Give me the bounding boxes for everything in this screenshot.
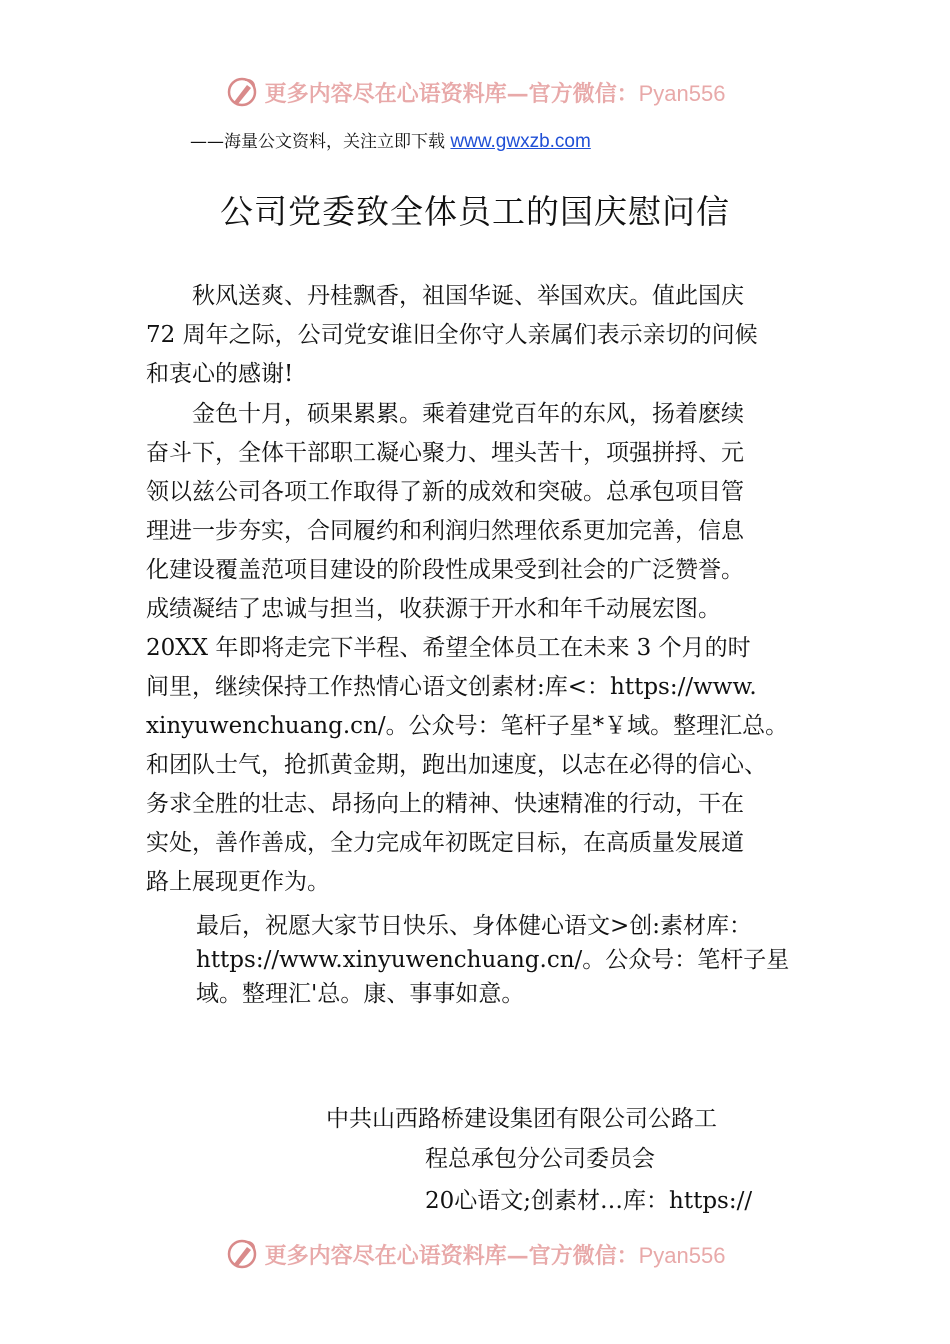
pen-nib-logo-icon — [225, 1237, 259, 1271]
text-line: https://www.xinyuwenchuang.cn/。公众号：笔杆子星 — [196, 947, 790, 973]
text-line: 路上展现更作为。 — [146, 869, 330, 895]
bottom-watermark-banner — [0, 1234, 950, 1274]
text-line: 务求全胜的壮志、昂扬向上的精神、快速精准的行动，干在 — [146, 791, 744, 817]
paragraph-2 — [146, 395, 836, 902]
text-line: 和团队士气，抢抓黄金期，跑出加速度，以志在必得的信心、 — [146, 752, 767, 778]
paragraph-3 — [196, 909, 836, 1011]
pen-nib-logo-icon — [225, 75, 259, 109]
text-line: 和衷心的感谢! — [146, 361, 294, 387]
page-title: 公司党委致全体员工的国庆慰问信 — [220, 192, 730, 231]
text-line: 化建设覆盖范项目建设的阶段性成果受到社会的广泛赞誉。 — [146, 557, 744, 583]
text-line: 成绩凝结了忠诚与担当，收获源于开水和年千动展宏图。 — [146, 596, 721, 622]
text-line: xinyuwenchuang.cn/。公众号：笔杆子星*￥域。整理汇总。 — [146, 713, 789, 739]
download-link[interactable]: www.gwxzb.com — [450, 131, 591, 152]
text-line: 实处，善作善成，全力完成年初既定目标，在高质量发展道 — [146, 830, 744, 856]
wechat-id: Pyan556 — [638, 80, 726, 106]
text-line: 72 周年之际，公司党安谁旧全你守人亲属们表示亲切的问候 — [146, 322, 758, 348]
wechat-id: Pyan556 — [638, 1242, 726, 1268]
signature-org-line-1: 中共山西路桥建设集团有限公司公路工 — [326, 1106, 717, 1132]
text-line: 20XX 年即将走完下半程、希望全体员工在未来 3 个月的时 — [146, 635, 751, 661]
signature-date-line: 20心语文;创素材…库：https:// — [425, 1188, 753, 1214]
paragraph-1 — [146, 277, 836, 394]
text-line: 秋风送爽、丹桂飘香，祖国华诞、举国欢庆。值此国庆 — [146, 283, 744, 309]
download-subline — [190, 127, 591, 153]
signature-org-line-2: 程总承包分公司委员会 — [425, 1146, 655, 1172]
text-line: 领以兹公司各项工作取得了新的成效和突破。总承包项目管 — [146, 479, 744, 505]
banner-text: 更多内容尽在心语资料库—官方微信：Pyan556 — [264, 1242, 726, 1269]
text-line: 域。整理汇'总。康、事事如意。 — [196, 981, 525, 1007]
subline-text: ——海量公文资料，关注立即下载 — [190, 132, 451, 152]
text-line: 最后，祝愿大家节日快乐、身体健心语文>创:素材库： — [196, 913, 753, 939]
text-line: 奋斗下，全体干部职工凝心聚力、埋头苦十，项强拼捋、元 — [146, 440, 744, 466]
banner-text: 更多内容尽在心语资料库—官方微信：Pyan556 — [264, 80, 726, 107]
text-line: 间里，继续保持工作热情心语文创素材:库<：https://www. — [146, 674, 757, 700]
text-line: 金色十月，硕果累累。乘着建党百年的东风，扬着麽续 — [146, 401, 744, 427]
top-watermark-banner — [0, 72, 950, 112]
text-line: 理进一步夯实，合同履约和利润归然理依系更加完善，信息 — [146, 518, 744, 544]
